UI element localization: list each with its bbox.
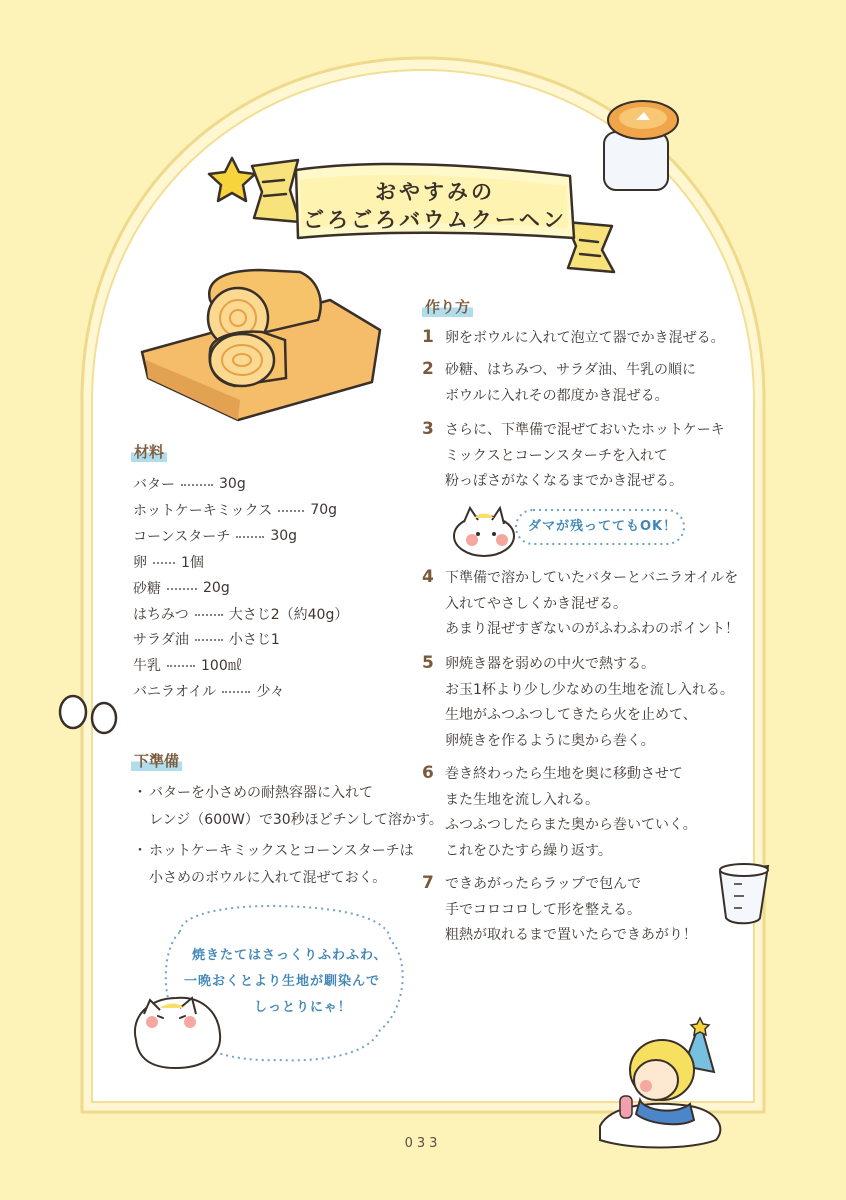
ingredient-amount: 大さじ2（約40g） [228, 606, 349, 623]
ingredient-name: 牛乳 [133, 658, 161, 675]
ingredient-amount: 小さじ1 [228, 632, 280, 649]
ingredient-amount: 30g [270, 527, 298, 544]
step-text: 入れてやさしくかき混ぜる。 [445, 595, 627, 612]
method-step [422, 762, 697, 864]
ingredient-amount: 少々 [256, 684, 285, 701]
step-text: これをひたすら繰り返す。 [445, 842, 612, 859]
dotted-leader [278, 510, 304, 512]
ingredient-name: 卵 [133, 554, 147, 571]
step-text: ボウルに入れその都度かき混ぜる。 [445, 387, 669, 404]
step-number: 7 [422, 873, 434, 893]
honey-jar-icon [604, 101, 678, 190]
ingredient-amount: 20g [203, 579, 230, 596]
ingredient-row [133, 604, 348, 624]
step-text: お玉1杯より少し少なめの生地を流し入れる。 [445, 681, 734, 698]
step-text: 粗熱が取れるまで置いたらできあがり！ [445, 927, 697, 943]
step-text: 粉っぽさがなくなるまでかき混ぜる。 [445, 473, 683, 489]
ingredient-amount: 1個 [181, 554, 204, 571]
bullet: ・ [133, 843, 147, 859]
method-step [422, 326, 725, 352]
ingredient-row [133, 474, 246, 494]
step-text: 巻き終わったら生地を奥に移動させて [445, 766, 683, 782]
dotted-leader [195, 639, 223, 641]
dotted-leader [222, 691, 250, 693]
preparation-text: 小さめのボウルに入れて混ぜておく。 [149, 870, 387, 886]
method-step [422, 358, 696, 409]
step-text: 下準備で溶かしていたバターとバニラオイルを [445, 570, 739, 586]
ingredient-row [133, 681, 284, 701]
ingredient-row [133, 526, 297, 546]
ingredients-heading: 材料 [131, 441, 167, 462]
method-heading: 作り方 [422, 296, 473, 317]
measuring-cup-icon [720, 864, 768, 923]
preparation-text: レンジ（600W）で30秒ほどチンして溶かす。 [149, 812, 443, 828]
step-text: ふつふつしたらまた奥から巻いていく。 [445, 817, 697, 833]
preparation-line [133, 780, 443, 807]
step-number: 4 [422, 567, 434, 587]
step-text: あまり混ぜすぎないのがふわふわのポイント！ [445, 621, 739, 637]
tip-text: ダマが残っててもOK！ [528, 519, 678, 534]
step-text: 卵をボウルに入れて泡立て器でかき混ぜる。 [445, 330, 725, 346]
dotted-leader [236, 536, 264, 538]
step-text: また生地を流し入れる。 [445, 791, 599, 808]
dotted-leader [167, 588, 197, 590]
preparation-text: バターを小さめの耐熱容器に入れて [149, 785, 373, 801]
preparation-line [133, 838, 414, 865]
step-text: さらに、下準備で混ぜておいたホットケーキ [445, 422, 725, 438]
ingredient-row [133, 500, 337, 520]
preparation-text: ホットケーキミックスとコーンスターチは [149, 843, 414, 859]
bullet: ・ [133, 785, 147, 801]
ingredient-name: はちみつ [133, 606, 189, 623]
dotted-leader [181, 484, 213, 486]
preparation-item [133, 838, 414, 892]
ingredient-amount: 70g [310, 501, 338, 518]
ingredient-name: 砂糖 [133, 580, 161, 597]
method-step [422, 872, 697, 949]
step-text: できあがったらラップで包んで [445, 876, 642, 892]
ingredient-amount: 100㎖ [201, 658, 242, 675]
step-text: 卵焼きを作るように奥から巻く。 [445, 732, 655, 749]
title-line-1: おやすみの [375, 180, 495, 204]
ingredient-name: バニラオイル [133, 684, 217, 701]
ingredient-name: サラダ油 [133, 632, 189, 649]
ingredient-name: バター [133, 477, 175, 493]
ingredient-name: ホットケーキミックス [133, 502, 273, 519]
ingredient-row [133, 552, 204, 572]
step-number: 1 [422, 327, 434, 347]
method-step [422, 566, 739, 643]
title-line-2: ごろごろバウムクーヘン [303, 208, 567, 232]
method-step [422, 418, 725, 495]
bubble-line-1: 焼きたてはさっくりふわふわ、 [192, 948, 388, 963]
step-text: 手でコロコロして形を整える。 [445, 901, 641, 918]
step-text: 卵焼き器を弱めの中火で熱する。 [445, 656, 655, 672]
bubble-line-2: 一晩おくとより生地が馴染んで [184, 974, 381, 989]
step-number: 2 [422, 359, 434, 379]
ingredient-amount: 30g [219, 476, 246, 492]
method-step [422, 652, 734, 754]
preparation-item [133, 780, 443, 834]
dotted-leader [167, 665, 195, 667]
sleeping-cat-icon [135, 998, 220, 1068]
page-number: 033 [404, 1136, 442, 1151]
step-text: 生地がふつふつしてきたら火を止めて、 [445, 707, 697, 723]
step-number: 3 [422, 419, 434, 439]
dotted-leader [153, 562, 175, 564]
bubble-line-3: しっとりにゃ！ [254, 1000, 352, 1015]
ingredient-name: コーンスターチ [133, 528, 231, 545]
step-text: ミックスとコーンスターチを入れて [445, 447, 668, 464]
preparation-heading: 下準備 [131, 750, 182, 771]
dotted-leader [195, 614, 223, 616]
ingredient-row [133, 655, 242, 675]
ingredient-row [133, 578, 230, 598]
step-number: 5 [422, 653, 434, 673]
ingredient-row [133, 629, 280, 649]
step-number: 6 [422, 763, 434, 783]
step-text: 砂糖、はちみつ、サラダ油、牛乳の順に [445, 362, 697, 378]
